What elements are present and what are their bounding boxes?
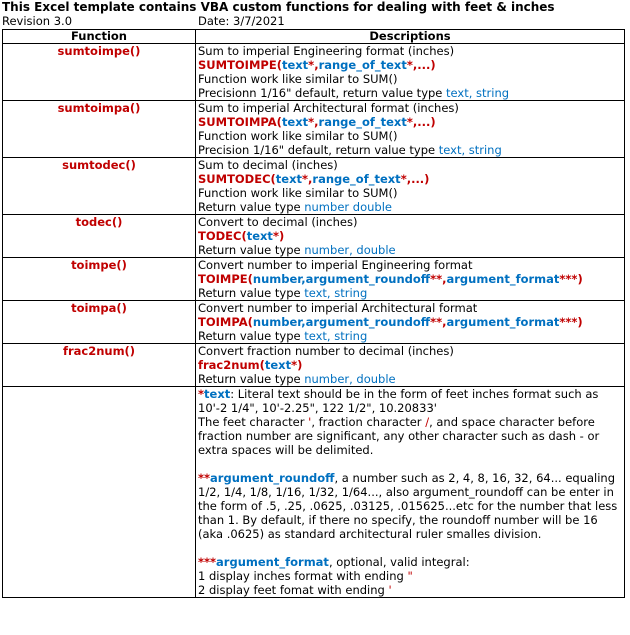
description-line: Sum to imperial Architectural format (inches) [198,101,459,115]
argument-notes [196,387,625,598]
description-line: Function work like similar to SUM() [198,129,398,143]
return-type-line: Return value type number double [198,200,392,214]
return-type-line: Return value type text, string [198,329,368,343]
function-signature: frac2num(text*) [198,358,303,372]
note-text-arg: *text: Literal text should be in the form of feet inches format such as 10'-2 1/4", 10'-2.25", 122 1/2", 10.20833' [198,387,599,415]
function-signature: TOIMPE(number,argument_roundoff**,argument_format***) [198,272,583,286]
function-signature: SUMTOIMPA(text*,range_of_text*,...) [198,115,436,129]
note-text-significance: The feet character ', fraction character /, and space character before fraction number are significant, any other character such as dash - or extra spaces will be delimited. [198,415,600,457]
description-line: Convert to decimal (inches) [198,215,358,229]
function-column-header: Function [3,30,196,44]
function-name[interactable]: sumtoimpa() [3,101,196,158]
page-title: This Excel template contains VBA custom functions for dealing with feet & inches [2,0,555,14]
function-name[interactable]: sumtodec() [3,158,196,215]
function-description [196,101,625,158]
table-row [3,158,625,215]
note-format-option-2: 2 display feet fomat with ending ' [198,583,392,597]
table-row [3,258,625,301]
table-row [3,301,625,344]
function-signature: SUMTODEC(text*,range_of_text*,...) [198,172,430,186]
header-row [3,30,625,44]
function-name[interactable]: todec() [3,215,196,258]
description-line: Convert number to imperial Engineering format [198,258,473,272]
return-type-line: Return value type number, double [198,243,396,257]
date-label: Date: 3/7/2021 [198,14,285,28]
note-roundoff: **argument_roundoff, a number such as 2, 4, 8, 16, 32, 64... equaling 1/2, 1/4, 1/8, 1/16, 1/32, 1/64..., also argument_roundoff can be enter in the form of .5, .25, .0625, .03125, .015625...etc for the number that less than 1. By default, if there no specify, the roundoff number will be 16 (aka .0625) as standard architectural ruler smalles division. [198,471,618,541]
note-format-option-1: 1 display inches format with ending " [198,569,413,583]
function-name[interactable]: toimpe() [3,258,196,301]
return-type-line: Precisionn 1/16" default, return value type text, string [198,86,510,100]
function-description [196,158,625,215]
function-name[interactable]: toimpa() [3,301,196,344]
functions-table [2,29,625,598]
table-row [3,215,625,258]
function-signature: TODEC(text*) [198,229,285,243]
table-row [3,101,625,158]
function-name[interactable]: sumtoimpe() [3,44,196,101]
function-signature: SUMTOIMPE(text*,range_of_text*,...) [198,58,436,72]
description-line: Sum to imperial Engineering format (inches) [198,44,455,58]
return-type-line: Return value type number, double [198,372,396,386]
function-description [196,344,625,387]
revision-label: Revision 3.0 [2,14,73,28]
return-type-line: Precision 1/16" default, return value type text, string [198,143,502,157]
descriptions-column-header: Descriptions [196,30,625,44]
description-line: Convert number to imperial Architectural format [198,301,478,315]
table-row [3,344,625,387]
description-line: Function work like similar to SUM() [198,72,398,86]
function-description [196,258,625,301]
function-signature: TOIMPA(number,argument_roundoff**,argument_format***) [198,315,583,329]
return-type-line: Return value type text, string [198,286,368,300]
description-line: Function work like similar to SUM() [198,186,398,200]
empty-cell [3,387,196,598]
function-description [196,301,625,344]
note-format: ***argument_format, optional, valid integral: [198,555,470,569]
description-line: Sum to decimal (inches) [198,158,338,172]
description-line: Convert fraction number to decimal (inches) [198,344,454,358]
function-name[interactable]: frac2num() [3,344,196,387]
notes-row [3,387,625,598]
table-row [3,44,625,101]
function-description [196,44,625,101]
function-description [196,215,625,258]
